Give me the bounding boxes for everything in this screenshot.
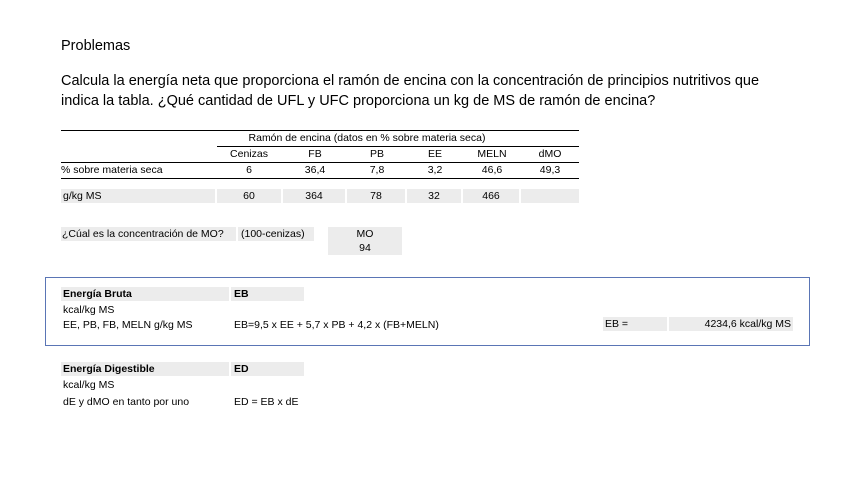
cell-percent-meln: 46,6 [481,164,503,176]
cell-percent-fb: 36,4 [304,164,326,176]
problem-statement [61,71,759,111]
mo-hint: (100-cenizas) [238,227,314,241]
ed-title: Energía Digestible [61,362,229,376]
col-header-dmo: dMO [538,148,562,160]
col-header-meln: MELN [477,148,507,160]
mo-question: ¿Cúal es la concentración de MO? [61,227,236,241]
mo-value: 94 [328,241,402,255]
cell-percent-pb: 7,8 [369,164,385,176]
ed-code: ED [231,362,304,376]
mo-header: MO [328,227,402,241]
cell-percent-dmo: 49,3 [539,164,561,176]
table-caption: Ramón de encina (datos en % sobre materia seca) [248,132,486,144]
eb-title: Energía Bruta [61,287,229,301]
eb-result-label: EB = [603,317,667,331]
col-header-cenizas: Cenizas [230,148,268,160]
table-bottom-rule [61,178,579,179]
ed-inputs: dE y dMO en tanto por uno [63,396,190,408]
eb-inputs: EE, PB, FB, MELN g/kg MS [63,319,193,331]
col-header-pb: PB [369,148,384,160]
eb-formula: EB=9,5 x EE + 5,7 x PB + 4,2 x (FB+MELN) [234,319,439,331]
eb-unit: kcal/kg MS [63,304,115,316]
row-percent-label: % sobre materia seca [61,164,163,176]
ed-unit: kcal/kg MS [63,379,115,391]
cell-percent-cenizas: 6 [246,164,252,176]
row-gkg-label: g/kg MS [61,189,215,203]
cell-gkg-ee: 32 [407,189,461,203]
col-header-ee: EE [427,148,442,160]
cell-gkg-meln: 466 [463,189,519,203]
problem-line-2: indica la tabla. ¿Qué cantidad de UFL y UFC proporciona un kg de MS de ramón de encina? [61,93,656,109]
cell-gkg-pb: 78 [347,189,405,203]
page-heading: Problemas [61,38,131,54]
problem-line-1: Calcula la energía neta que proporciona el ramón de encina con la concentración de principios nutritivos que [61,73,760,89]
cell-gkg-fb: 364 [283,189,345,203]
col-header-fb: FB [308,148,322,160]
cell-gkg-dmo [521,189,579,203]
ed-formula: ED = EB x dE [234,396,299,408]
eb-code: EB [231,287,304,301]
eb-result-value: 4234,6 kcal/kg MS [669,317,793,331]
cell-gkg-cenizas: 60 [217,189,281,203]
cell-percent-ee: 3,2 [427,164,443,176]
